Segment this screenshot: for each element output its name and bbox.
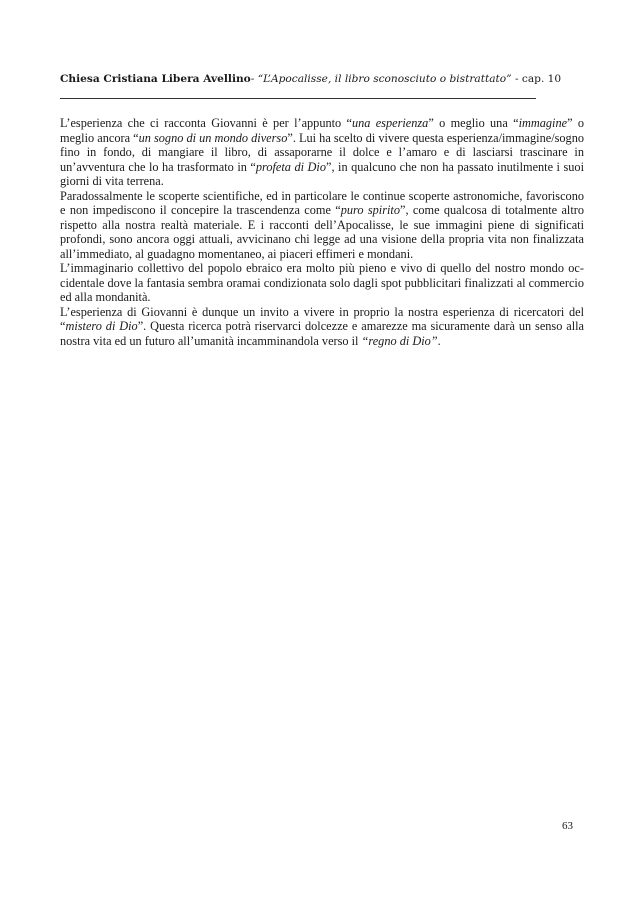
text-run: ”. Questa ricerca potrà riservarci dolcezze e amarezze ma sicuramente darà un senso alla nostra vita ed un futuro all’umanità incamminandola verso il [60, 319, 585, 348]
body-text [60, 116, 584, 348]
italic-text: profeta di Dio [255, 159, 326, 174]
italic-text: una esperienza [351, 116, 429, 130]
header-chapter: - cap. 10 [511, 73, 562, 85]
header-book-title: “L’Apocalisse, il libro sconosciuto o bistrattato” [257, 73, 512, 85]
page-number: 63 [562, 820, 573, 832]
italic-text: mistero di Dio [65, 319, 138, 333]
text-run: L’esperienza che ci racconta Giovanni è per l’appunto “ [60, 116, 352, 130]
header-organization: Chiesa Cristiana Libera Avellino [60, 73, 251, 85]
paragraph [60, 305, 584, 349]
text-run: ”, come qualcosa di totalmente altro rispetto alla nostra realtà materiale. E i racconti dell’Apocalisse, le sue immagini piene di significati profondi, sono ancora oggi attuali, avvicinano chi legge ad una visione della propria vita non finalizzata all’immediato, al guadagno momentaneo, ai piaceri effimeri e mondani. [60, 203, 584, 261]
text-run: ”, in qualcuno che non ha passato inutilmente i suoi giorni di vita terrena. [60, 159, 584, 188]
text-run: L’immaginario collettivo del popolo ebraico era molto più pieno e vivo di quello del nostro mondo occidentale dove la fantasia sembra oramai condizionata solo dagli spot pubblicitari finalizzati al commercio ed alla mondanità. [60, 261, 584, 304]
paragraph [60, 189, 584, 262]
text-run: Paradossalmente le scoperte scientifiche, ed in particolare le continue scoperte astronomiche, favoriscono e non impediscono il concepire la trascendenza come “ [60, 188, 584, 217]
header-rule [60, 98, 536, 99]
italic-text: un sogno di un mondo diverso [138, 130, 288, 145]
italic-text: puro spirito [340, 203, 400, 217]
paragraph [60, 116, 584, 189]
italic-text: immagine [518, 116, 568, 130]
text-run: fino in fondo, di mangiare il libro, di assaporarne il dolce e l’amaro e di lasciarsi trascinare in un’avventura che lo ha trasformato in “ [60, 145, 584, 174]
text-run: . [437, 333, 441, 348]
paragraph [60, 261, 584, 305]
header-separator: - [250, 73, 258, 85]
running-header [60, 73, 562, 85]
text-run: ”. Lui ha scelto di vivere questa esperienza/immagine/sogno [287, 130, 584, 145]
text-run: ” o meglio ancora “ [60, 116, 584, 145]
text-run: ” o meglio una “ [428, 116, 519, 130]
text-run: L’esperienza di Giovanni è dunque un invito a vivere in proprio la nostra esperienza di ricercatori del “ [60, 304, 584, 333]
italic-text: “regno di Dio” [361, 333, 438, 348]
